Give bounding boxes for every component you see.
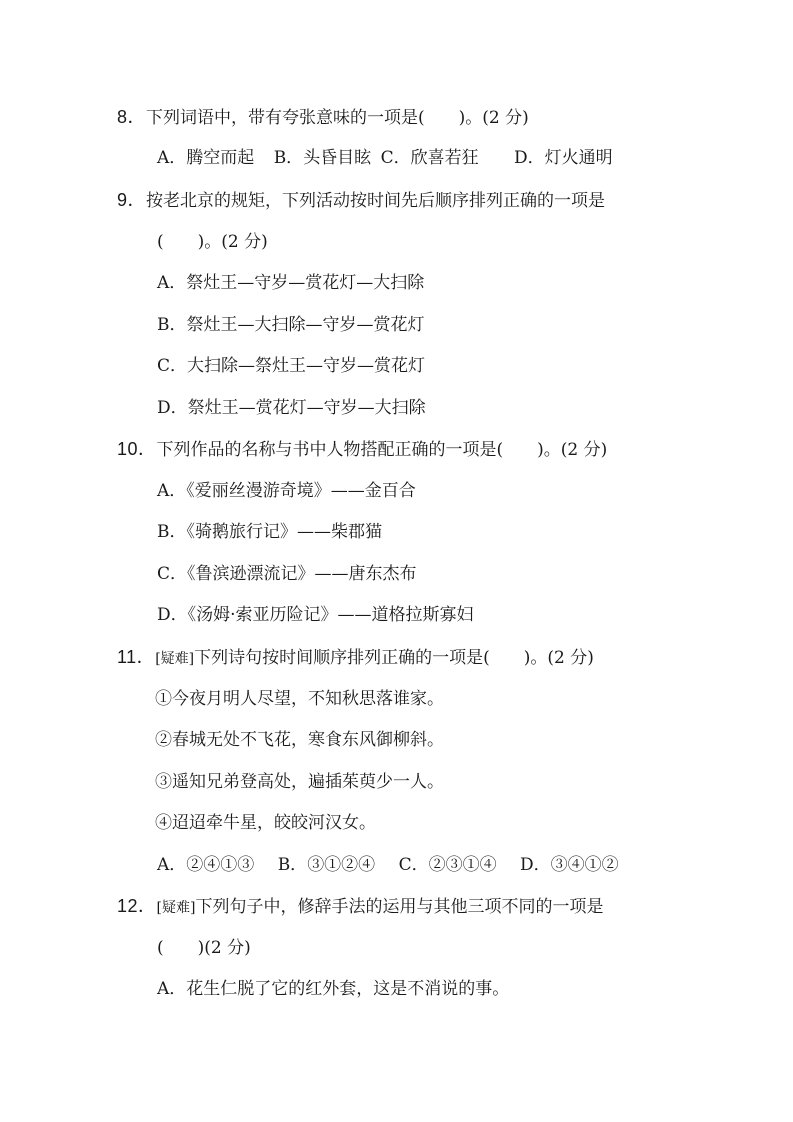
question-9-option-b[interactable] [157, 313, 425, 337]
question-9-option-a[interactable] [157, 271, 424, 295]
option-a[interactable] [157, 146, 254, 170]
question-number: 9． [117, 190, 147, 210]
option-label: A． [157, 979, 187, 999]
question-10-stem [117, 437, 607, 462]
option-text: 祭灶王—赏花灯—守岁—大扫除 [187, 398, 426, 418]
option-label: A． [157, 273, 187, 293]
poem-line-4: ④迢迢牵牛星，皎皎河汉女。 [155, 813, 376, 833]
question-8-options [157, 146, 613, 170]
option-text: 《爱丽丝漫游奇境》——金百合 [186, 481, 416, 501]
difficulty-tag: [疑难] [155, 651, 195, 667]
option-text: 《汤姆·索亚历险记》——道格拉斯寡妇 [187, 605, 474, 625]
difficulty-tag: [疑难] [156, 900, 196, 916]
question-8-stem [117, 105, 529, 130]
question-12-option-a[interactable] [157, 977, 509, 1001]
option-label: A． [157, 148, 187, 168]
option-b[interactable] [278, 853, 376, 877]
question-10-option-d[interactable] [157, 603, 474, 627]
question-9-stem-continued: ( )。(2 分) [157, 232, 268, 252]
question-10-option-b[interactable] [157, 520, 382, 544]
option-b[interactable] [274, 146, 372, 170]
option-text: 祭灶王—大扫除—守岁—赏花灯 [186, 315, 425, 335]
question-9-option-d[interactable] [157, 396, 426, 420]
option-label: B． [273, 148, 304, 168]
question-text: 按老北京的规矩，下列活动按时间先后顺序排列正确的一项是 [146, 191, 606, 211]
question-text: 下列词语中，带有夸张意味的一项是( )。(2 分) [146, 108, 529, 128]
option-label: D． [514, 148, 545, 168]
option-text: 大扫除—祭灶王—守岁—赏花灯 [187, 356, 426, 376]
option-text: 灯火通明 [544, 148, 613, 168]
question-9-stem [117, 188, 605, 213]
question-10-option-c[interactable] [157, 562, 417, 586]
option-label: B． [157, 522, 187, 542]
option-label: B． [277, 855, 308, 875]
option-d[interactable] [514, 146, 613, 170]
option-label: D． [157, 398, 188, 418]
option-label: B． [157, 315, 187, 335]
question-number: 12． [117, 896, 157, 916]
option-label: C． [157, 564, 188, 584]
poem-line-2: ②春城无处不飞花，寒食东风御柳斜。 [155, 730, 444, 750]
question-number: 8． [117, 107, 147, 127]
option-text: 祭灶王—守岁—赏花灯—大扫除 [186, 273, 425, 293]
question-9-option-c[interactable] [157, 354, 425, 378]
question-text: 下列诗句按时间顺序排列正确的一项是( )。(2 分) [194, 648, 594, 668]
option-text: 欣喜若狂 [410, 148, 479, 168]
option-text: ③④①② [550, 855, 619, 875]
option-text: 腾空而起 [186, 148, 255, 168]
question-number: 11． [117, 647, 156, 667]
option-text: 花生仁脱了它的红外套，这是不消说的事。 [186, 979, 510, 999]
option-text: 《骑鹅旅行记》——柴郡猫 [186, 522, 382, 542]
poem-line-1: ①今夜月明人尽望，不知秋思落谁家。 [155, 689, 444, 709]
option-c[interactable] [381, 146, 479, 170]
question-text: 下列句子中，修辞手法的运用与其他三项不同的一项是 [195, 897, 604, 917]
question-11-stem [117, 645, 594, 671]
question-text: 下列作品的名称与书中人物搭配正确的一项是( )。(2 分) [156, 440, 608, 460]
question-12-stem [117, 894, 603, 920]
option-text: 《鲁滨逊漂流记》——唐东杰布 [187, 564, 417, 584]
option-d[interactable] [520, 853, 619, 877]
question-12-stem-continued: ( )(2 分) [157, 938, 251, 958]
option-text: 头昏目眩 [303, 148, 372, 168]
option-text: ②④①③ [186, 855, 255, 875]
option-label: C． [380, 148, 411, 168]
option-label: A． [157, 855, 187, 875]
option-label: C． [157, 356, 188, 376]
question-11-options [157, 853, 619, 877]
option-a[interactable] [157, 853, 254, 877]
question-10-option-a[interactable] [157, 479, 416, 503]
option-text: ②③①④ [428, 855, 497, 875]
option-label: C． [398, 855, 429, 875]
option-label: D． [157, 605, 188, 625]
poem-line-3: ③遥知兄弟登高处，遍插茱萸少一人。 [155, 772, 444, 792]
question-number: 10． [117, 439, 157, 459]
option-text: ③①②④ [307, 855, 376, 875]
option-label: D． [520, 855, 551, 875]
option-label: A． [157, 481, 187, 501]
option-c[interactable] [399, 853, 497, 877]
